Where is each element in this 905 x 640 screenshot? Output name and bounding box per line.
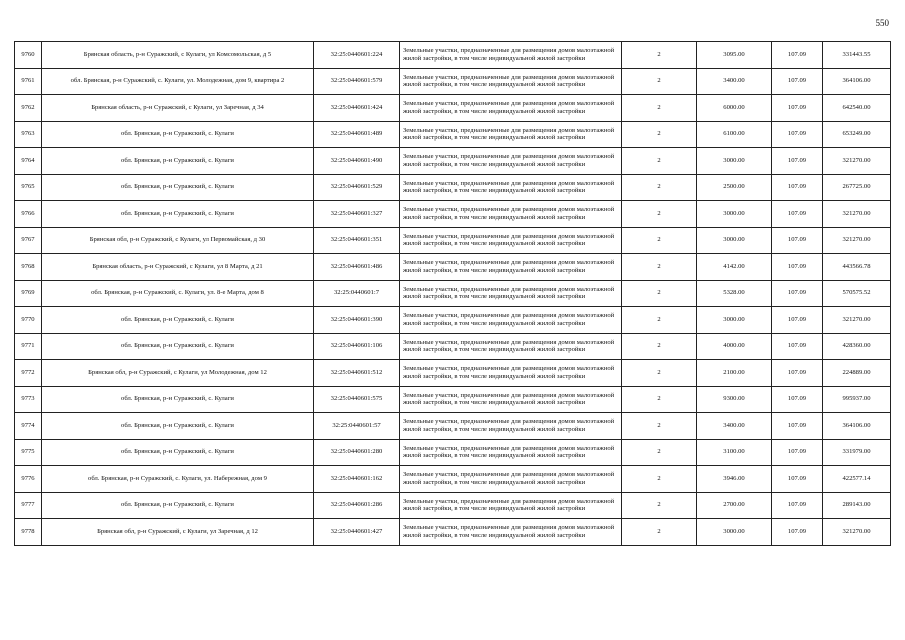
- permitted-use-cell: Земельные участки, предназначенные для размещения домов малоэтажной жилой застройки, в том числе индивидуальной жилой застройки: [400, 492, 622, 519]
- specific-value-cell: 107.09: [772, 413, 823, 440]
- permitted-use-cell: Земельные участки, предназначенные для размещения домов малоэтажной жилой застройки, в том числе индивидуальной жилой застройки: [400, 42, 622, 69]
- area-cell: 3100.00: [697, 439, 772, 466]
- specific-value-cell: 107.09: [772, 254, 823, 281]
- category-code-cell: 2: [622, 280, 697, 307]
- address-cell: Брянская обл, р-н Суражский, с Кулаги, ул Первомайская, д 30: [42, 227, 314, 254]
- cadastral-value-cell: 267725.00: [823, 174, 891, 201]
- permitted-use-cell: Земельные участки, предназначенные для размещения домов малоэтажной жилой застройки, в том числе индивидуальной жилой застройки: [400, 386, 622, 413]
- permitted-use-cell: Земельные участки, предназначенные для размещения домов малоэтажной жилой застройки, в том числе индивидуальной жилой застройки: [400, 466, 622, 493]
- area-cell: 2500.00: [697, 174, 772, 201]
- area-cell: 6100.00: [697, 121, 772, 148]
- specific-value-cell: 107.09: [772, 201, 823, 228]
- table-row: [15, 280, 891, 307]
- permitted-use-cell: Земельные участки, предназначенные для размещения домов малоэтажной жилой застройки, в том числе индивидуальной жилой застройки: [400, 121, 622, 148]
- cadastral-value-cell: 422577.14: [823, 466, 891, 493]
- permitted-use-cell: Земельные участки, предназначенные для размещения домов малоэтажной жилой застройки, в том числе индивидуальной жилой застройки: [400, 68, 622, 95]
- category-code-cell: 2: [622, 466, 697, 493]
- address-cell: обл. Брянская, р-н Суражский, с. Кулаги: [42, 121, 314, 148]
- specific-value-cell: 107.09: [772, 519, 823, 546]
- category-code-cell: 2: [622, 68, 697, 95]
- category-code-cell: 2: [622, 174, 697, 201]
- area-cell: 3400.00: [697, 68, 772, 95]
- cadastral-number-cell: 32:25:0440601:529: [314, 174, 400, 201]
- area-cell: 9300.00: [697, 386, 772, 413]
- cadastral-number-cell: 32:25:0440601:575: [314, 386, 400, 413]
- table-row: [15, 148, 891, 175]
- cadastral-number-cell: 32:25:0440601:224: [314, 42, 400, 69]
- area-cell: 3000.00: [697, 148, 772, 175]
- specific-value-cell: 107.09: [772, 68, 823, 95]
- address-cell: обл. Брянская, р-н Суражский, с. Кулаги: [42, 307, 314, 334]
- specific-value-cell: 107.09: [772, 386, 823, 413]
- row-number: 9768: [15, 254, 42, 281]
- address-cell: обл. Брянская, р-н Суражский, с. Кулаги: [42, 413, 314, 440]
- address-cell: Брянская обл, р-н Суражский, с Кулаги, ул Заречная, д 12: [42, 519, 314, 546]
- category-code-cell: 2: [622, 413, 697, 440]
- permitted-use-cell: Земельные участки, предназначенные для размещения домов малоэтажной жилой застройки, в том числе индивидуальной жилой застройки: [400, 201, 622, 228]
- cadastral-number-cell: 32:25:0440601:286: [314, 492, 400, 519]
- area-cell: 4142.00: [697, 254, 772, 281]
- address-cell: обл. Брянская, р-н Суражский, с. Кулаги: [42, 333, 314, 360]
- cadastral-number-cell: 32:25:0440601:486: [314, 254, 400, 281]
- category-code-cell: 2: [622, 519, 697, 546]
- area-cell: 2700.00: [697, 492, 772, 519]
- cadastral-number-cell: 32:25:0440601:162: [314, 466, 400, 493]
- row-number: 9776: [15, 466, 42, 493]
- specific-value-cell: 107.09: [772, 466, 823, 493]
- specific-value-cell: 107.09: [772, 439, 823, 466]
- cadastral-number-cell: 32:25:0440601:512: [314, 360, 400, 387]
- address-cell: Брянская область, р-н Суражский, с Кулаги, ул 8 Марта, д 21: [42, 254, 314, 281]
- cadastral-number-cell: 32:25:0440601:280: [314, 439, 400, 466]
- category-code-cell: 2: [622, 121, 697, 148]
- cadastral-value-cell: 364106.00: [823, 413, 891, 440]
- area-cell: 4000.00: [697, 333, 772, 360]
- cadastral-value-cell: 321270.00: [823, 148, 891, 175]
- area-cell: 2100.00: [697, 360, 772, 387]
- cadastral-number-cell: 32:25:0440601:427: [314, 519, 400, 546]
- cadastral-value-cell: 321270.00: [823, 307, 891, 334]
- address-cell: Брянская область, р-н Суражский, с Кулаги, ул Комсомольская, д 5: [42, 42, 314, 69]
- cadastral-number-cell: 32:25:0440601:351: [314, 227, 400, 254]
- category-code-cell: 2: [622, 95, 697, 122]
- specific-value-cell: 107.09: [772, 280, 823, 307]
- table-row: [15, 413, 891, 440]
- specific-value-cell: 107.09: [772, 121, 823, 148]
- cadastral-value-cell: 321270.00: [823, 519, 891, 546]
- specific-value-cell: 107.09: [772, 360, 823, 387]
- row-number: 9771: [15, 333, 42, 360]
- permitted-use-cell: Земельные участки, предназначенные для размещения домов малоэтажной жилой застройки, в том числе индивидуальной жилой застройки: [400, 95, 622, 122]
- category-code-cell: 2: [622, 439, 697, 466]
- cadastral-value-cell: 321270.00: [823, 201, 891, 228]
- category-code-cell: 2: [622, 492, 697, 519]
- row-number: 9762: [15, 95, 42, 122]
- specific-value-cell: 107.09: [772, 492, 823, 519]
- area-cell: 3000.00: [697, 307, 772, 334]
- permitted-use-cell: Земельные участки, предназначенные для размещения домов малоэтажной жилой застройки, в том числе индивидуальной жилой застройки: [400, 227, 622, 254]
- cadastral-value-cell: 570575.52: [823, 280, 891, 307]
- permitted-use-cell: Земельные участки, предназначенные для размещения домов малоэтажной жилой застройки, в том числе индивидуальной жилой застройки: [400, 333, 622, 360]
- address-cell: обл. Брянская, р-н Суражский, с. Кулаги, ул. 8-е Марта, дом 8: [42, 280, 314, 307]
- page-number: 550: [875, 18, 889, 28]
- category-code-cell: 2: [622, 201, 697, 228]
- address-cell: обл. Брянская, р-н Суражский, с. Кулаги, ул. Набережная, дом 9: [42, 466, 314, 493]
- table-row: [15, 360, 891, 387]
- address-cell: обл. Брянская, р-н Суражский, с. Кулаги: [42, 386, 314, 413]
- row-number: 9778: [15, 519, 42, 546]
- row-number: 9760: [15, 42, 42, 69]
- specific-value-cell: 107.09: [772, 174, 823, 201]
- row-number: 9773: [15, 386, 42, 413]
- table-row: [15, 466, 891, 493]
- address-cell: Брянская область, р-н Суражский, с Кулаги, ул Заречная, д 34: [42, 95, 314, 122]
- cadastral-value-cell: 642540.00: [823, 95, 891, 122]
- row-number: 9774: [15, 413, 42, 440]
- cadastral-value-cell: 331979.00: [823, 439, 891, 466]
- cadastral-value-cell: 224889.00: [823, 360, 891, 387]
- address-cell: обл. Брянская, р-н Суражский, с. Кулаги: [42, 148, 314, 175]
- row-number: 9770: [15, 307, 42, 334]
- table-row: [15, 174, 891, 201]
- table-row: [15, 254, 891, 281]
- table-row: [15, 42, 891, 69]
- cadastral-value-cell: 653249.00: [823, 121, 891, 148]
- area-cell: 3400.00: [697, 413, 772, 440]
- row-number: 9769: [15, 280, 42, 307]
- table-row: [15, 492, 891, 519]
- cadastral-number-cell: 32:25:0440601:489: [314, 121, 400, 148]
- cadastral-number-cell: 32:25:0440601:390: [314, 307, 400, 334]
- permitted-use-cell: Земельные участки, предназначенные для размещения домов малоэтажной жилой застройки, в том числе индивидуальной жилой застройки: [400, 148, 622, 175]
- category-code-cell: 2: [622, 360, 697, 387]
- category-code-cell: 2: [622, 148, 697, 175]
- specific-value-cell: 107.09: [772, 148, 823, 175]
- category-code-cell: 2: [622, 307, 697, 334]
- permitted-use-cell: Земельные участки, предназначенные для размещения домов малоэтажной жилой застройки, в том числе индивидуальной жилой застройки: [400, 439, 622, 466]
- permitted-use-cell: Земельные участки, предназначенные для размещения домов малоэтажной жилой застройки, в том числе индивидуальной жилой застройки: [400, 254, 622, 281]
- specific-value-cell: 107.09: [772, 95, 823, 122]
- table-row: [15, 439, 891, 466]
- cadastral-number-cell: 32:25:0440601:7: [314, 280, 400, 307]
- cadastral-value-cell: 443566.78: [823, 254, 891, 281]
- specific-value-cell: 107.09: [772, 333, 823, 360]
- cadastral-number-cell: 32:25:0440601:424: [314, 95, 400, 122]
- area-cell: 3000.00: [697, 519, 772, 546]
- row-number: 9767: [15, 227, 42, 254]
- permitted-use-cell: Земельные участки, предназначенные для размещения домов малоэтажной жилой застройки, в том числе индивидуальной жилой застройки: [400, 280, 622, 307]
- permitted-use-cell: Земельные участки, предназначенные для размещения домов малоэтажной жилой застройки, в том числе индивидуальной жилой застройки: [400, 174, 622, 201]
- row-number: 9772: [15, 360, 42, 387]
- table-row: [15, 201, 891, 228]
- table-row: [15, 307, 891, 334]
- cadastral-number-cell: 32:25:0440601:490: [314, 148, 400, 175]
- area-cell: 3095.00: [697, 42, 772, 69]
- category-code-cell: 2: [622, 42, 697, 69]
- table-row: [15, 121, 891, 148]
- row-number: 9777: [15, 492, 42, 519]
- cadastral-number-cell: 32:25:0440601:327: [314, 201, 400, 228]
- specific-value-cell: 107.09: [772, 307, 823, 334]
- area-cell: 3000.00: [697, 227, 772, 254]
- table-row: [15, 519, 891, 546]
- table-row: [15, 68, 891, 95]
- table-row: [15, 333, 891, 360]
- row-number: 9764: [15, 148, 42, 175]
- permitted-use-cell: Земельные участки, предназначенные для размещения домов малоэтажной жилой застройки, в том числе индивидуальной жилой застройки: [400, 519, 622, 546]
- permitted-use-cell: Земельные участки, предназначенные для размещения домов малоэтажной жилой застройки, в том числе индивидуальной жилой застройки: [400, 307, 622, 334]
- table-body: [15, 42, 891, 546]
- address-cell: обл. Брянская, р-н Суражский, с. Кулаги: [42, 174, 314, 201]
- address-cell: обл. Брянская, р-н Суражский, с. Кулаги, ул. Молодежная, дом 9, квартира 2: [42, 68, 314, 95]
- category-code-cell: 2: [622, 333, 697, 360]
- area-cell: 5328.00: [697, 280, 772, 307]
- table-row: [15, 95, 891, 122]
- address-cell: обл. Брянская, р-н Суражский, с. Кулаги: [42, 201, 314, 228]
- specific-value-cell: 107.09: [772, 227, 823, 254]
- category-code-cell: 2: [622, 254, 697, 281]
- row-number: 9766: [15, 201, 42, 228]
- area-cell: 6000.00: [697, 95, 772, 122]
- area-cell: 3000.00: [697, 201, 772, 228]
- address-cell: обл. Брянская, р-н Суражский, с. Кулаги: [42, 439, 314, 466]
- cadastral-number-cell: 32:25:0440601:106: [314, 333, 400, 360]
- row-number: 9763: [15, 121, 42, 148]
- row-number: 9775: [15, 439, 42, 466]
- cadastral-value-cell: 331443.55: [823, 42, 891, 69]
- cadastral-number-cell: 32:25:0440601:57: [314, 413, 400, 440]
- category-code-cell: 2: [622, 386, 697, 413]
- address-cell: обл. Брянская, р-н Суражский, с. Кулаги: [42, 492, 314, 519]
- land-registry-table: [14, 41, 891, 546]
- row-number: 9765: [15, 174, 42, 201]
- category-code-cell: 2: [622, 227, 697, 254]
- cadastral-value-cell: 364106.00: [823, 68, 891, 95]
- permitted-use-cell: Земельные участки, предназначенные для размещения домов малоэтажной жилой застройки, в том числе индивидуальной жилой застройки: [400, 413, 622, 440]
- area-cell: 3946.00: [697, 466, 772, 493]
- cadastral-value-cell: 321270.00: [823, 227, 891, 254]
- row-number: 9761: [15, 68, 42, 95]
- cadastral-value-cell: 428360.00: [823, 333, 891, 360]
- table-row: [15, 386, 891, 413]
- specific-value-cell: 107.09: [772, 42, 823, 69]
- cadastral-number-cell: 32:25:0440601:579: [314, 68, 400, 95]
- table-row: [15, 227, 891, 254]
- cadastral-value-cell: 289143.00: [823, 492, 891, 519]
- cadastral-value-cell: 995937.00: [823, 386, 891, 413]
- permitted-use-cell: Земельные участки, предназначенные для размещения домов малоэтажной жилой застройки, в том числе индивидуальной жилой застройки: [400, 360, 622, 387]
- address-cell: Брянская обл, р-н Суражский, с Кулаги, ул Молодежная, дом 12: [42, 360, 314, 387]
